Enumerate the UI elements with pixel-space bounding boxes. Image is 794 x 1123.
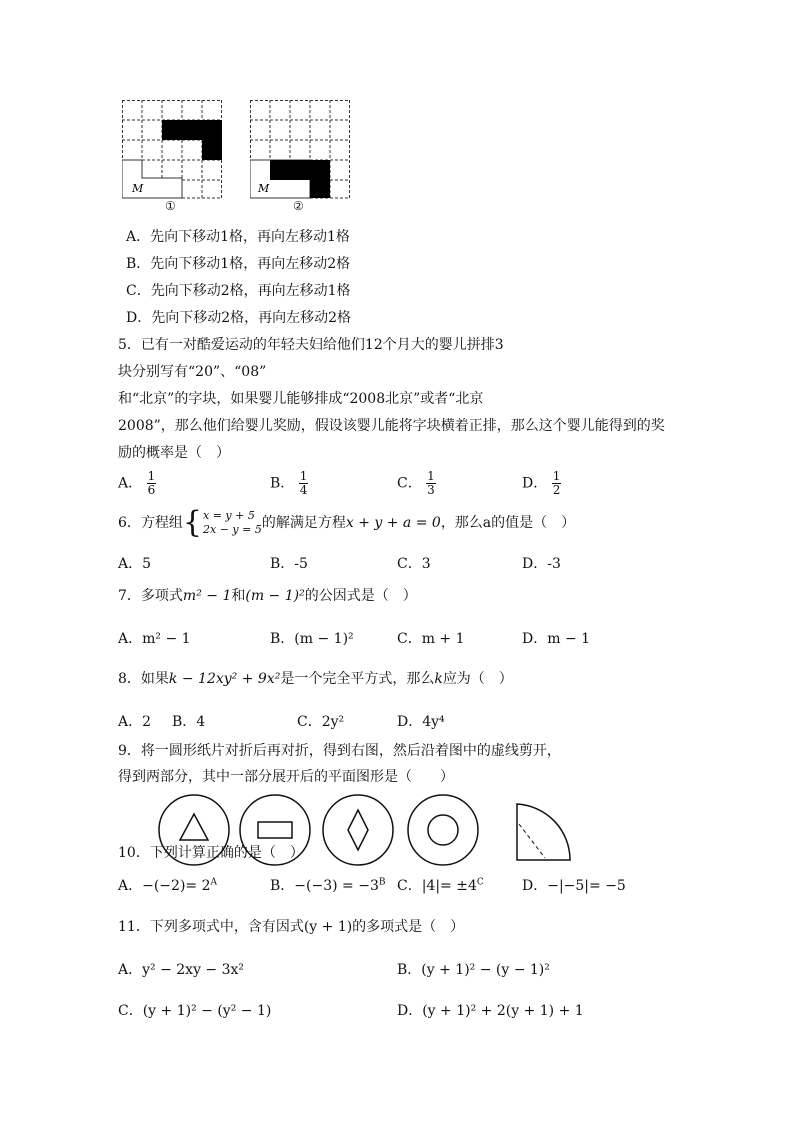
circle-with-diamond — [323, 795, 393, 865]
q6-option-d: D．-3 — [522, 556, 561, 572]
grid-label-m: M — [132, 182, 144, 195]
q7-option-c: C．m + 1 — [397, 631, 465, 647]
q7-stem: 7．多项式m² − 1和(m − 1)²的公因式是（ ） — [118, 588, 417, 604]
q4-option-c: C．先向下移动2格，再向左移动1格 — [126, 283, 351, 299]
q8-option-c: C．2y² — [297, 714, 345, 730]
q5-stem-line-3: 和“北京”的字块，如果婴儿能够排成“2008北京”或者“北京 — [118, 391, 484, 407]
q4-grid-figure-2 — [250, 100, 352, 200]
q11-option-b: B．(y + 1)² − (y − 1)² — [397, 962, 550, 978]
q5-option-a: A． $\frac{1}{6}$ — [118, 469, 156, 497]
q4-grid-figure-1 — [122, 100, 224, 200]
grid-label-m: M — [258, 182, 270, 195]
q7-option-b: B．(m − 1)² — [270, 631, 354, 647]
q10-option-b: B．$-(-3) = -3^B$ — [270, 877, 386, 894]
figure-label-1: ① — [165, 199, 176, 213]
q7-option-d: D．m − 1 — [522, 631, 591, 647]
q4-option-a: A．先向下移动1格，再向左移动1格 — [126, 229, 350, 245]
q5-stem-line-4: 2008”，那么他们给婴儿奖励，假设该婴儿能将字块横着正排，那么这个婴儿能得到的奖 — [118, 418, 665, 434]
q5-stem-line-5: 励的概率是（ ） — [118, 445, 230, 461]
q9-stem-line-1: 9．将一圆形纸片对折后再对折，得到右图，然后沿着图中的虚线剪开， — [118, 743, 561, 759]
stray-label: A — [210, 877, 217, 888]
stray-label: B — [378, 877, 386, 888]
q5-option-d: D． $\frac{1}{2}$ — [522, 469, 561, 497]
q5-stem-line-1: 5．已有一对酷爱运动的年轻夫妇给他们12个月大的婴儿拼排3 — [118, 337, 504, 353]
q11-stem: 11．下列多项式中，含有因式(y + 1)的多项式是（ ） — [118, 919, 465, 935]
q8-option-a: A．2 — [118, 714, 152, 730]
circle-with-ring — [408, 795, 478, 865]
figure-label-2: ② — [293, 199, 304, 213]
q9-stem-line-2: 得到两部分，其中一部分展开后的平面图形是（ ） — [118, 769, 454, 785]
q5-option-c: C． $\frac{1}{3}$ — [397, 469, 435, 497]
q11-option-a: A．y² − 2xy − 3x² — [118, 962, 245, 978]
q6-stem: 6．方程组 { x = y + 5 2x − y = 5 的解满足方程x + y + a = 0，那么a的值是（ ） — [118, 505, 576, 540]
q8-stem: 8．如果k − 12xy² + 9x²是一个完全平方式，那么k应为（ ） — [118, 671, 513, 687]
q4-option-d: D．先向下移动2格，再向左移动2格 — [126, 310, 352, 326]
q7-option-a: A．m² − 1 — [118, 631, 191, 647]
q6-option-c: C．3 — [397, 556, 431, 572]
q10-stem: 10．下列计算正确的是（ ） — [118, 845, 304, 861]
q6-option-b: B．-5 — [270, 556, 308, 572]
stray-label: C — [476, 877, 484, 888]
q10-option-c: C．$|4|= \pm 4^C$ — [397, 877, 484, 894]
q10-option-a: A．$-(-2)= 2^A$ — [118, 877, 217, 894]
q6-option-a: A．5 — [118, 556, 152, 572]
q11-option-c: C．(y + 1)² − (y² − 1) — [118, 1003, 272, 1019]
q10-option-d: D．−|−5|= −5 — [522, 878, 626, 894]
q4-option-b: B．先向下移动1格，再向左移动2格 — [126, 256, 351, 272]
q8-option-b: B．4 — [172, 714, 206, 730]
q5-stem-line-2: 块分别写有“20”、“08” — [118, 364, 267, 380]
q11-option-d: D．(y + 1)² + 2(y + 1) + 1 — [397, 1003, 584, 1019]
q8-option-d: D．4y⁴ — [397, 714, 445, 730]
q5-option-b: B． $\frac{1}{4}$ — [270, 469, 308, 497]
